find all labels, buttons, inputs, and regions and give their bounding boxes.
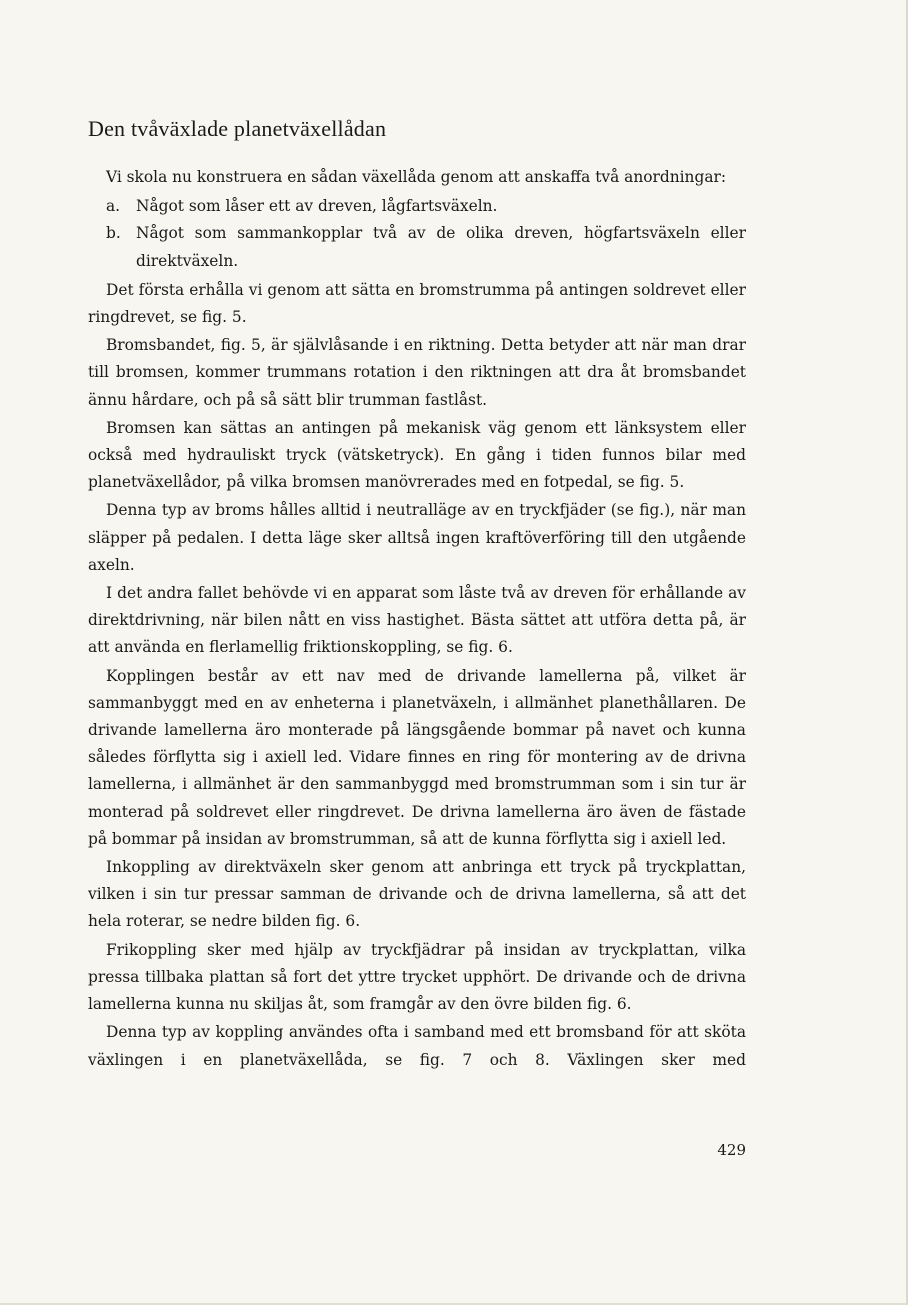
section-heading: Den tvåväxlade planetväxellådan: [88, 116, 387, 141]
paragraph-3: Bromsen kan sättas an antingen på mekanisk väg genom ett länksystem eller också med hydrauliskt tryck (vätsketryck). En gång i tiden funnos bilar med planetväxellådor, på vilka bromsen manövrerades med en fotpedal, se fig. 5.: [88, 418, 746, 492]
paragraph-8: Frikoppling sker med hjälp av tryckfjädrar på insidan av tryckplattan, vilka pressa tillbaka plattan så fort det yttre trycket upphört. De drivande och de drivna lamellerna kunna nu skiljas åt, som framgår av den övre bilden fig. 6.: [88, 940, 746, 1014]
list-text-a: Något som låser ett av dreven, lågfartsväxeln.: [136, 197, 498, 216]
paragraph-4: Denna typ av broms hålles alltid i neutralläge av en tryckfjäder (se fig.), när man släpper på pedalen. I detta läge sker alltså ingen kraftöverföring till den utgående axeln.: [88, 501, 746, 574]
paragraph-1: Det första erhålla vi genom att sätta en bromstrumma på antingen soldrevet eller ringdrevet, se fig. 5.: [88, 280, 746, 327]
page-number: 429: [717, 1141, 746, 1159]
list-item-b: [88, 220, 746, 274]
paragraph-9: Denna typ av koppling användes ofta i samband med ett bromsband för att sköta växlingen i en planetväxellåda, se fig. 7 och 8. Växlingen sker med: [88, 1023, 746, 1069]
intro-paragraph: Vi skola nu konstruera en sådan växellåda genom att anskaffa två anordningar:: [106, 168, 727, 186]
page-content: [88, 114, 746, 1074]
list-marker-b: b.: [106, 224, 121, 243]
paragraph-5: I det andra fallet behövde vi en apparat som låste två av dreven för erhållande av direktdrivning, när bilen nått en viss hastighet. Bästa sättet att utföra detta på, är att använda en flerlamellig friktionskoppling, se fig. 6.: [88, 584, 746, 657]
list-text-b: Något som sammankopplar två av de olika dreven, högfartsväxeln eller direktväxeln.: [136, 224, 746, 270]
paragraph-6: Kopplingen består av ett nav med de drivande lamellerna på, vilket är sammanbyggt med en av enheterna i planetväxeln, i allmänhet planethållaren. De drivande lamellerna äro monterade på längsgående bommar på navet och kunna således förflytta sig i axiell led. Vidare finnes en ring för montering av de drivna lamellerna, i allmänhet är den sammanbyggd med bromstrumman som i sin tur är monterad på soldrevet eller ringdrevet. De drivna lamellerna äro även de fästade på bommar på insidan av bromstrumman, så att de kunna förflytta sig i axiell led.: [88, 666, 746, 848]
list-marker-a: a.: [106, 197, 121, 216]
list-item-a: [88, 193, 746, 220]
paragraph-7: Inkoppling av direktväxeln sker genom att anbringa ett tryck på tryckplattan, vilken i sin tur pressar samman de drivande och de drivna lamellerna, så att det hela roterar, se nedre bilden fig. 6.: [88, 858, 746, 931]
paragraph-2: Bromsbandet, fig. 5, är självlåsande i en riktning. Detta betyder att när man drar till bromsen, kommer trummans rotation i den riktningen att dra åt bromsbandet ännu hårdare, och på så sätt blir trumman fastlåst.: [88, 336, 746, 409]
